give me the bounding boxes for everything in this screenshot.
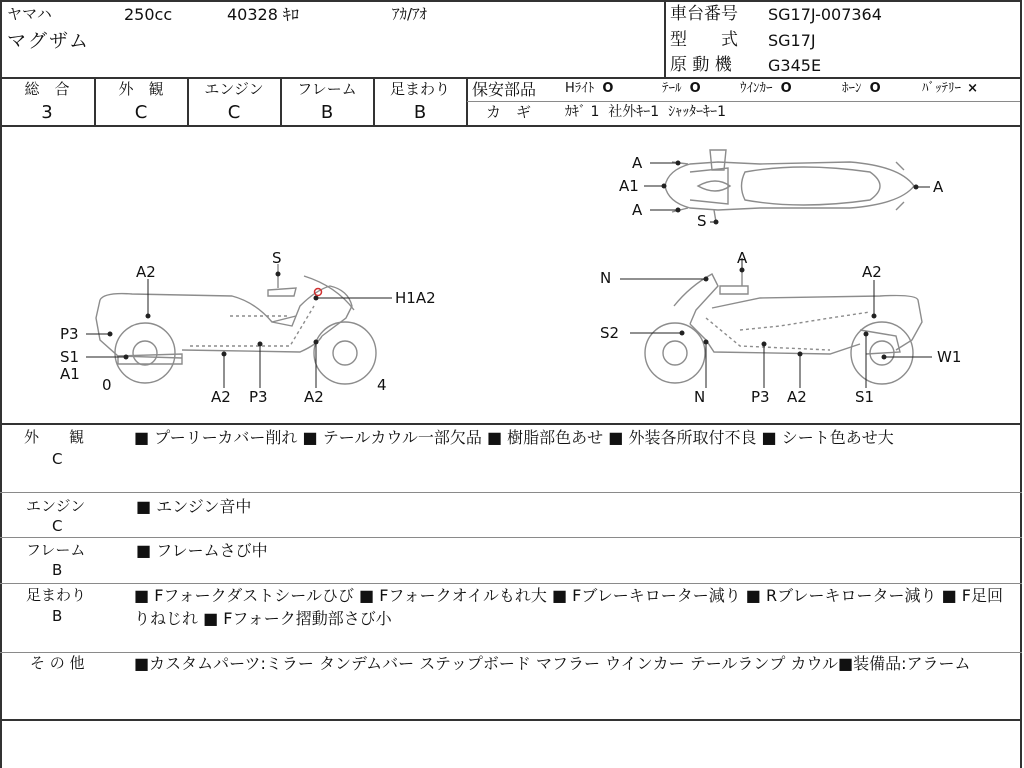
safety-item-mark: O [780, 81, 792, 96]
label-top-a-1: A [632, 154, 643, 172]
score-engine-value: C [227, 102, 241, 123]
label-right-p3: P3 [751, 388, 770, 406]
mileage: 40328 ｷﾛ [227, 5, 299, 24]
score-frame-value: B [320, 102, 334, 123]
engine-label: 原 動 機 [670, 55, 732, 75]
score-suspension-label: 足まわり [389, 80, 450, 98]
section-suspension-label: 足まわり [26, 586, 87, 604]
label-right-w1: W1 [937, 348, 962, 366]
section-exterior-label: 外 観 [24, 428, 85, 446]
label-left-a2-top: A2 [136, 263, 156, 281]
safety-item-tail [662, 82, 701, 95]
label-left-p3: P3 [60, 325, 79, 343]
safety-item-mark: O [602, 81, 614, 96]
score-exterior-value: C [134, 102, 148, 123]
label-right-n-bottom: N [694, 388, 706, 406]
label-right-n-top: N [600, 269, 612, 287]
section-suspension-text: ■ Fフォークダストシールひび ■ Fフォークオイルもれ大 ■ Fブレーキローター減り ■ Rブレーキローター減り ■ F足回りねじれ ■ Fフォーク摺動部さび小 [134, 586, 1003, 628]
label-left-4: 4 [377, 376, 387, 394]
section-other-text: ■カスタムパーツ:ミラー タンデムバー ステップボード マフラー ウインカー テールランプ カウル■装備品:アラーム [134, 654, 971, 673]
section-engine-text: ■ エンジン音中 [136, 497, 252, 516]
label-right-a2-top: A2 [862, 263, 882, 281]
section-frame-label: フレーム [26, 541, 86, 559]
safety-divider [467, 101, 1020, 102]
safety-item-name: ﾎｰﾝ [842, 81, 862, 96]
label-top-a-2: A [632, 201, 643, 219]
safety-item-horn [842, 82, 881, 95]
frame-no: SG17J-007364 [768, 5, 882, 24]
label-right-s1: S1 [855, 388, 875, 406]
section-frame-text: ■ フレームさび中 [136, 541, 268, 560]
score-frame-label: フレーム [297, 80, 357, 98]
engine-value: G345E [768, 56, 822, 75]
label-top-s: S [697, 212, 707, 230]
section-frame-grade: B [52, 561, 63, 579]
label-left-h1a2: H1A2 [395, 289, 436, 307]
safety-item-name: Hﾗｲﾄ [565, 81, 595, 96]
safety-item-mark: O [869, 81, 881, 96]
safety-item-name: ｳｲﾝｶｰ [740, 81, 773, 96]
diagram-bottom-line [0, 423, 1022, 425]
border-top [0, 0, 1022, 2]
safety-label: 保安部品 [472, 80, 537, 99]
section-suspension-grade: B [52, 607, 63, 625]
section-exterior-text: ■ プーリーカバー削れ ■ テールカウル一部欠品 ■ 樹脂部色あせ ■ 外装各所取付不良 ■ シート色あせ大 [134, 428, 894, 447]
color: ｱｶ/ｱｵ [392, 5, 428, 23]
safety-item-headlight [565, 82, 613, 95]
section-engine-label: エンジン [26, 497, 86, 515]
score-suspension-value: B [413, 102, 427, 123]
score-engine-label: エンジン [204, 80, 264, 98]
keys-label: カ ギ [486, 103, 532, 121]
label-left-0: 0 [102, 376, 112, 394]
label-right-a: A [737, 249, 748, 267]
section-other-label: そ の 他 [30, 654, 85, 672]
damage-diagram [0, 127, 1020, 422]
label-right-s2: S2 [600, 324, 620, 342]
section-line-1 [0, 492, 1022, 493]
section-line-5 [0, 719, 1022, 721]
safety-item-name: ﾊﾞｯﾃﾘｰ [922, 81, 961, 96]
section-exterior-grade: C [52, 450, 63, 468]
score-total-label: 総 合 [24, 80, 70, 98]
model-name: マグザム [7, 30, 91, 52]
scooter-side-view-right [645, 268, 922, 384]
label-right-a2-bottom: A2 [787, 388, 807, 406]
label-left-p3-bottom: P3 [249, 388, 268, 406]
label-top-a-3: A [933, 178, 944, 196]
header-bottom-line [0, 77, 1022, 79]
label-left-a2-b: A2 [304, 388, 324, 406]
type-value: SG17J [768, 31, 816, 50]
section-engine-grade: C [52, 517, 63, 535]
safety-item-battery [922, 82, 978, 95]
label-left-s: S [272, 249, 282, 267]
type-label: 型 式 [670, 30, 738, 50]
maker: ヤマハ [7, 5, 52, 23]
label-left-s1: S1 [60, 348, 80, 366]
scooter-side-view-left [96, 264, 376, 384]
displacement: 250cc [124, 5, 173, 24]
label-left-a1: A1 [60, 365, 80, 383]
safety-item-mark: O [689, 81, 701, 96]
keys-value: ｶｷﾞ 1 社外ｷｰ1 ｼｬｯﾀｰｷｰ1 [565, 104, 726, 120]
safety-item-winker [740, 82, 792, 95]
header-divider [664, 0, 666, 78]
score-exterior-label: 外 観 [118, 80, 164, 98]
safety-item-name: ﾃｰﾙ [662, 81, 682, 96]
section-line-2 [0, 537, 1022, 538]
label-left-a2-a: A2 [211, 388, 231, 406]
frame-no-label: 車台番号 [670, 4, 738, 24]
label-top-a1: A1 [619, 177, 639, 195]
safety-item-mark: × [967, 81, 979, 96]
score-total-value: 3 [41, 102, 53, 123]
